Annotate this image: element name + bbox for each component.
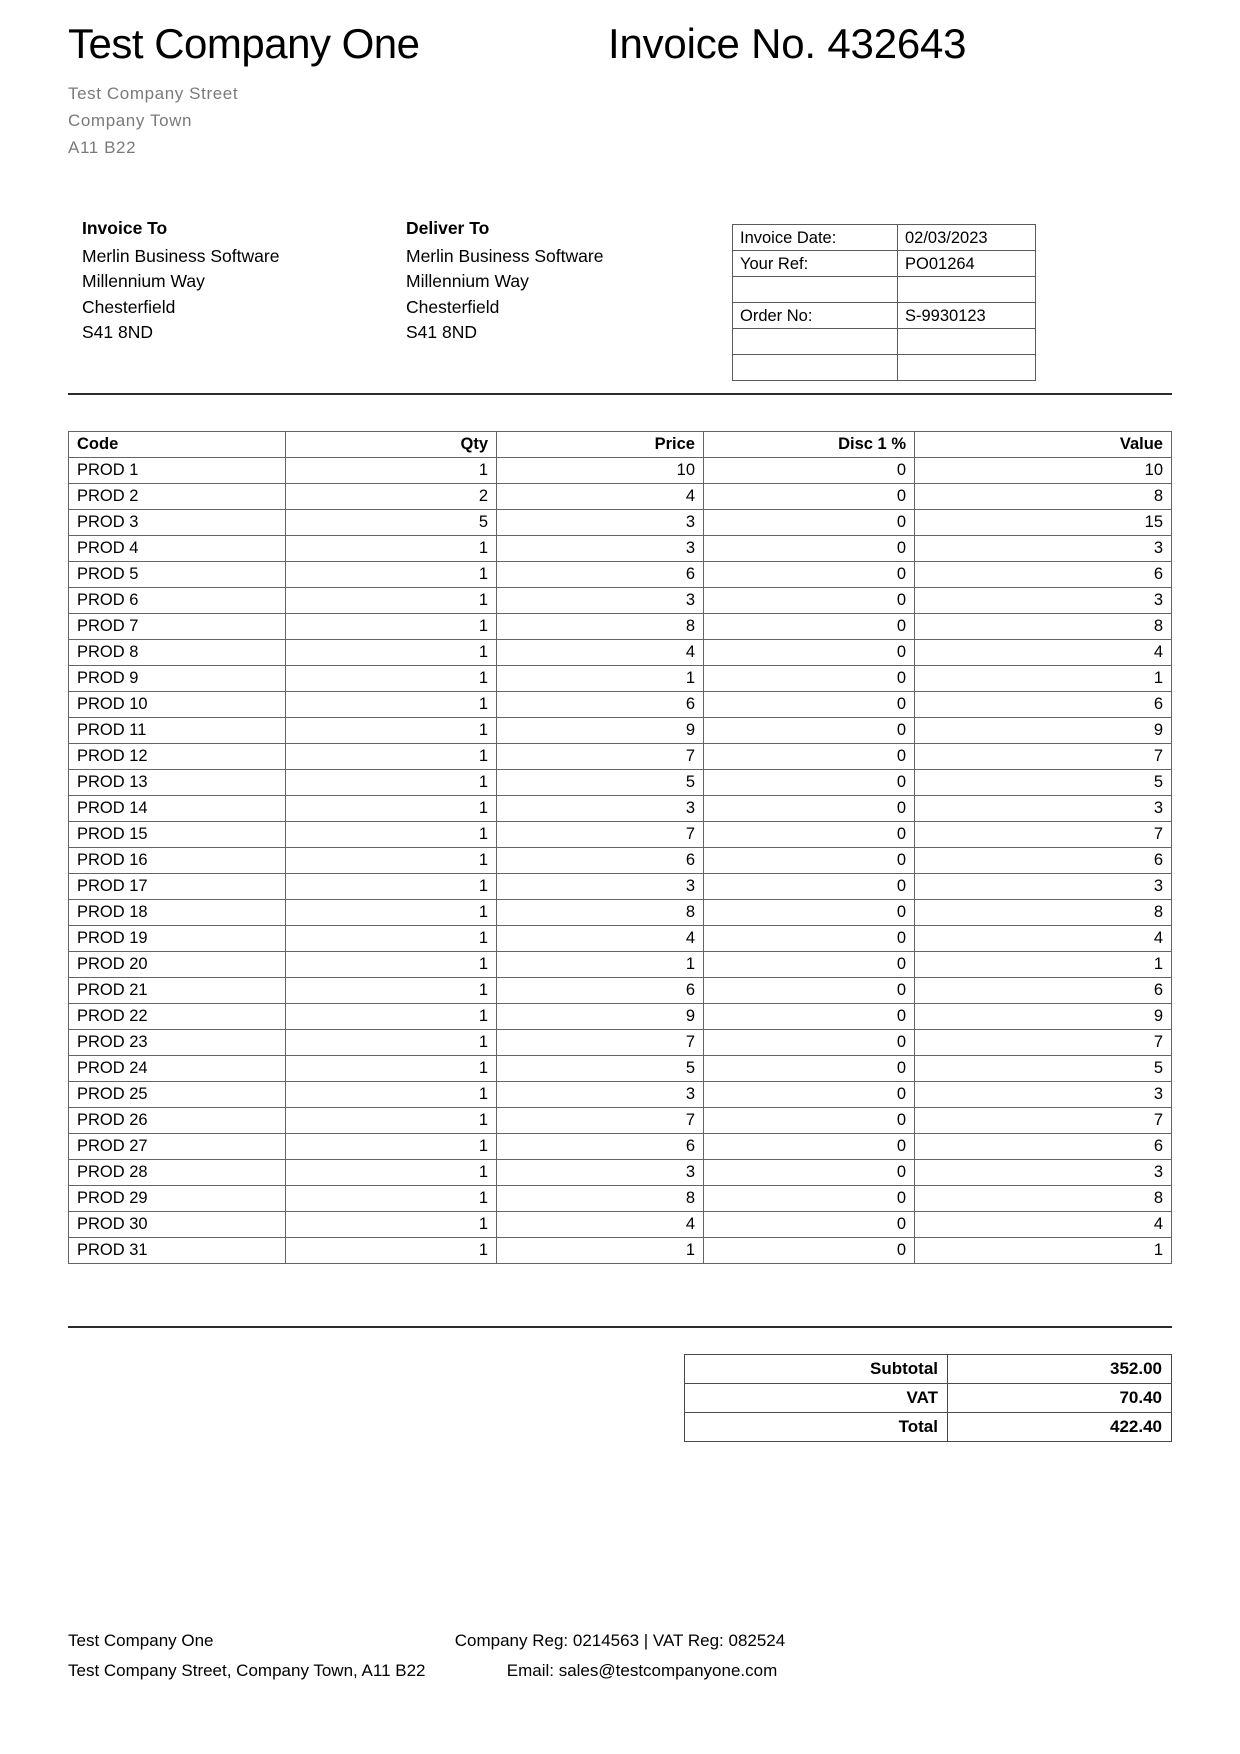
detail-row <box>733 303 1036 329</box>
cell-code: PROD 3 <box>69 510 286 536</box>
detail-value <box>898 329 1036 355</box>
cell-price: 5 <box>497 1056 704 1082</box>
column-header-price: Price <box>497 432 704 458</box>
cell-disc: 0 <box>704 1004 915 1030</box>
detail-label <box>733 329 898 355</box>
column-header-disc: Disc 1 % <box>704 432 915 458</box>
cell-value: 6 <box>915 978 1172 1004</box>
cell-price: 9 <box>497 1004 704 1030</box>
cell-code: PROD 14 <box>69 796 286 822</box>
column-header-code: Code <box>69 432 286 458</box>
cell-disc: 0 <box>704 1212 915 1238</box>
cell-qty: 1 <box>286 666 497 692</box>
deliver-to-title: Deliver To <box>406 218 490 238</box>
cell-price: 7 <box>497 744 704 770</box>
invoice-footer <box>68 1626 1172 1686</box>
cell-price: 8 <box>497 614 704 640</box>
cell-code: PROD 1 <box>69 458 286 484</box>
cell-disc: 0 <box>704 562 915 588</box>
cell-value: 6 <box>915 1134 1172 1160</box>
cell-value: 15 <box>915 510 1172 536</box>
detail-value <box>898 277 1036 303</box>
cell-price: 4 <box>497 926 704 952</box>
cell-code: PROD 6 <box>69 588 286 614</box>
detail-value <box>898 355 1036 381</box>
cell-value: 6 <box>915 562 1172 588</box>
cell-price: 1 <box>497 666 704 692</box>
cell-value: 9 <box>915 718 1172 744</box>
items-divider <box>68 1326 1172 1328</box>
company-name: Test Company One <box>68 20 420 67</box>
cell-value: 7 <box>915 822 1172 848</box>
table-row <box>69 1134 1172 1160</box>
totals-body <box>685 1355 1172 1442</box>
cell-disc: 0 <box>704 874 915 900</box>
vat-value: 70.40 <box>948 1384 1172 1413</box>
cell-price: 4 <box>497 1212 704 1238</box>
cell-price: 3 <box>497 874 704 900</box>
detail-row <box>733 355 1036 381</box>
vat-label: VAT <box>685 1384 948 1413</box>
cell-code: PROD 2 <box>69 484 286 510</box>
cell-value: 3 <box>915 796 1172 822</box>
total-label: Total <box>685 1413 948 1442</box>
table-row <box>69 588 1172 614</box>
cell-qty: 5 <box>286 510 497 536</box>
invoice-header <box>68 0 1172 172</box>
footer-row-top <box>68 1626 1172 1656</box>
cell-code: PROD 10 <box>69 692 286 718</box>
cell-disc: 0 <box>704 458 915 484</box>
cell-qty: 1 <box>286 718 497 744</box>
cell-value: 6 <box>915 692 1172 718</box>
subtotal-value: 352.00 <box>948 1355 1172 1384</box>
cell-price: 3 <box>497 1160 704 1186</box>
footer-registration: Company Reg: 0214563 | VAT Reg: 082524 <box>454 1631 786 1650</box>
cell-code: PROD 23 <box>69 1030 286 1056</box>
cell-code: PROD 20 <box>69 952 286 978</box>
invoice-details-table <box>732 224 1036 381</box>
header-divider <box>68 393 1172 395</box>
deliver-to-line-4: S41 8ND <box>406 322 478 342</box>
cell-qty: 1 <box>286 874 497 900</box>
cell-qty: 1 <box>286 1082 497 1108</box>
table-row <box>69 536 1172 562</box>
totals-row-total <box>685 1413 1172 1442</box>
cell-value: 9 <box>915 1004 1172 1030</box>
table-row <box>69 1212 1172 1238</box>
cell-qty: 1 <box>286 1238 497 1264</box>
cell-qty: 1 <box>286 926 497 952</box>
line-items-body <box>69 458 1172 1264</box>
deliver-to-line-3: Chesterfield <box>406 296 500 317</box>
cell-value: 4 <box>915 926 1172 952</box>
cell-price: 7 <box>497 822 704 848</box>
cell-value: 3 <box>915 874 1172 900</box>
cell-price: 10 <box>497 458 704 484</box>
table-row <box>69 458 1172 484</box>
detail-row <box>733 251 1036 277</box>
cell-qty: 1 <box>286 458 497 484</box>
cell-price: 9 <box>497 718 704 744</box>
cell-price: 6 <box>497 1134 704 1160</box>
cell-disc: 0 <box>704 848 915 874</box>
cell-disc: 0 <box>704 614 915 640</box>
cell-qty: 1 <box>286 1160 497 1186</box>
table-row <box>69 718 1172 744</box>
cell-code: PROD 27 <box>69 1134 286 1160</box>
cell-code: PROD 5 <box>69 562 286 588</box>
cell-disc: 0 <box>704 1238 915 1264</box>
cell-value: 3 <box>915 588 1172 614</box>
cell-code: PROD 11 <box>69 718 286 744</box>
cell-price: 3 <box>497 588 704 614</box>
cell-code: PROD 15 <box>69 822 286 848</box>
deliver-to-block <box>406 216 603 346</box>
cell-qty: 1 <box>286 1186 497 1212</box>
cell-disc: 0 <box>704 536 915 562</box>
cell-value: 4 <box>915 640 1172 666</box>
cell-value: 5 <box>915 770 1172 796</box>
detail-label: Order No: <box>733 303 898 329</box>
cell-disc: 0 <box>704 666 915 692</box>
table-row <box>69 848 1172 874</box>
detail-row <box>733 277 1036 303</box>
table-row <box>69 510 1172 536</box>
cell-qty: 1 <box>286 1004 497 1030</box>
table-row <box>69 978 1172 1004</box>
invoice-to-title: Invoice To <box>82 218 168 238</box>
cell-qty: 1 <box>286 952 497 978</box>
cell-disc: 0 <box>704 1134 915 1160</box>
cell-disc: 0 <box>704 1186 915 1212</box>
cell-qty: 1 <box>286 1134 497 1160</box>
cell-code: PROD 30 <box>69 1212 286 1238</box>
table-row <box>69 484 1172 510</box>
table-row <box>69 796 1172 822</box>
cell-qty: 2 <box>286 484 497 510</box>
footer-row-bottom <box>68 1656 1172 1686</box>
cell-qty: 1 <box>286 1212 497 1238</box>
cell-value: 8 <box>915 1186 1172 1212</box>
cell-price: 4 <box>497 484 704 510</box>
detail-label <box>733 355 898 381</box>
cell-value: 8 <box>915 614 1172 640</box>
cell-price: 4 <box>497 640 704 666</box>
cell-value: 10 <box>915 458 1172 484</box>
table-row <box>69 692 1172 718</box>
cell-code: PROD 7 <box>69 614 286 640</box>
footer-company-address: Test Company Street, Company Town, A11 B22 <box>68 1661 426 1680</box>
table-row <box>69 1238 1172 1264</box>
cell-qty: 1 <box>286 822 497 848</box>
line-items-section <box>68 431 1172 1264</box>
table-row <box>69 614 1172 640</box>
cell-qty: 1 <box>286 562 497 588</box>
invoice-to-line-4: S41 8ND <box>82 322 154 342</box>
cell-qty: 1 <box>286 614 497 640</box>
cell-qty: 1 <box>286 848 497 874</box>
cell-disc: 0 <box>704 744 915 770</box>
cell-code: PROD 4 <box>69 536 286 562</box>
detail-label: Invoice Date: <box>733 225 898 251</box>
table-row <box>69 822 1172 848</box>
cell-price: 6 <box>497 562 704 588</box>
cell-code: PROD 24 <box>69 1056 286 1082</box>
totals-row-vat <box>685 1384 1172 1413</box>
cell-value: 3 <box>915 1082 1172 1108</box>
cell-price: 6 <box>497 848 704 874</box>
cell-code: PROD 12 <box>69 744 286 770</box>
cell-code: PROD 17 <box>69 874 286 900</box>
cell-code: PROD 16 <box>69 848 286 874</box>
footer-email: Email: sales@testcompanyone.com <box>506 1661 778 1680</box>
cell-qty: 1 <box>286 692 497 718</box>
detail-row <box>733 225 1036 251</box>
invoice-details-body <box>733 225 1036 381</box>
detail-value: S-9930123 <box>898 303 1036 329</box>
table-row <box>69 952 1172 978</box>
cell-disc: 0 <box>704 640 915 666</box>
cell-disc: 0 <box>704 1160 915 1186</box>
cell-disc: 0 <box>704 692 915 718</box>
invoice-to-line-1: Merlin Business Software <box>82 245 280 266</box>
cell-price: 6 <box>497 978 704 1004</box>
cell-price: 3 <box>497 510 704 536</box>
table-row <box>69 1056 1172 1082</box>
parties-section <box>68 216 1172 381</box>
table-row <box>69 1030 1172 1056</box>
column-header-value: Value <box>915 432 1172 458</box>
cell-qty: 1 <box>286 770 497 796</box>
table-row <box>69 640 1172 666</box>
subtotal-label: Subtotal <box>685 1355 948 1384</box>
table-row <box>69 666 1172 692</box>
cell-qty: 1 <box>286 1108 497 1134</box>
cell-code: PROD 28 <box>69 1160 286 1186</box>
cell-price: 3 <box>497 536 704 562</box>
totals-section <box>68 1354 1172 1442</box>
company-address-line-3: A11 B22 <box>68 138 137 157</box>
deliver-to-line-2: Millennium Way <box>406 271 529 291</box>
table-row <box>69 562 1172 588</box>
cell-price: 8 <box>497 900 704 926</box>
table-row <box>69 1108 1172 1134</box>
totals-table <box>684 1354 1172 1442</box>
cell-price: 7 <box>497 1108 704 1134</box>
cell-value: 3 <box>915 1160 1172 1186</box>
cell-value: 3 <box>915 536 1172 562</box>
cell-disc: 0 <box>704 1030 915 1056</box>
cell-disc: 0 <box>704 718 915 744</box>
cell-price: 6 <box>497 692 704 718</box>
cell-value: 1 <box>915 952 1172 978</box>
cell-disc: 0 <box>704 1082 915 1108</box>
cell-qty: 1 <box>286 588 497 614</box>
cell-code: PROD 31 <box>69 1238 286 1264</box>
cell-qty: 1 <box>286 744 497 770</box>
table-row <box>69 874 1172 900</box>
cell-disc: 0 <box>704 926 915 952</box>
table-row <box>69 1186 1172 1212</box>
footer-company-name: Test Company One <box>68 1631 214 1650</box>
detail-value: 02/03/2023 <box>898 225 1036 251</box>
cell-qty: 1 <box>286 1030 497 1056</box>
cell-value: 7 <box>915 1030 1172 1056</box>
cell-value: 5 <box>915 1056 1172 1082</box>
cell-disc: 0 <box>704 484 915 510</box>
cell-code: PROD 19 <box>69 926 286 952</box>
cell-disc: 0 <box>704 978 915 1004</box>
total-value: 422.40 <box>948 1413 1172 1442</box>
invoice-number: Invoice No. 432643 <box>608 20 967 67</box>
table-row <box>69 770 1172 796</box>
cell-code: PROD 13 <box>69 770 286 796</box>
invoice-to-block <box>82 216 279 346</box>
cell-value: 8 <box>915 900 1172 926</box>
table-row <box>69 926 1172 952</box>
company-address-line-2: Company Town <box>68 111 193 130</box>
cell-price: 1 <box>497 1238 704 1264</box>
cell-disc: 0 <box>704 510 915 536</box>
cell-price: 1 <box>497 952 704 978</box>
cell-qty: 1 <box>286 900 497 926</box>
cell-disc: 0 <box>704 952 915 978</box>
cell-disc: 0 <box>704 588 915 614</box>
detail-label: Your Ref: <box>733 251 898 277</box>
deliver-to-line-1: Merlin Business Software <box>406 245 604 266</box>
cell-disc: 0 <box>704 796 915 822</box>
cell-value: 4 <box>915 1212 1172 1238</box>
line-items-header-row <box>69 432 1172 458</box>
cell-value: 1 <box>915 1238 1172 1264</box>
invoice-to-line-2: Millennium Way <box>82 271 205 291</box>
cell-qty: 1 <box>286 640 497 666</box>
cell-value: 1 <box>915 666 1172 692</box>
cell-code: PROD 25 <box>69 1082 286 1108</box>
cell-value: 8 <box>915 484 1172 510</box>
cell-price: 5 <box>497 770 704 796</box>
table-row <box>69 1160 1172 1186</box>
invoice-to-line-3: Chesterfield <box>82 296 176 317</box>
detail-value: PO01264 <box>898 251 1036 277</box>
cell-disc: 0 <box>704 900 915 926</box>
line-items-head <box>69 432 1172 458</box>
cell-code: PROD 21 <box>69 978 286 1004</box>
cell-disc: 0 <box>704 1056 915 1082</box>
company-address <box>68 80 238 161</box>
detail-row <box>733 329 1036 355</box>
detail-label <box>733 277 898 303</box>
company-address-line-1: Test Company Street <box>68 84 239 103</box>
cell-disc: 0 <box>704 1108 915 1134</box>
totals-row-subtotal <box>685 1355 1172 1384</box>
table-row <box>69 900 1172 926</box>
cell-code: PROD 22 <box>69 1004 286 1030</box>
cell-value: 7 <box>915 744 1172 770</box>
column-header-qty: Qty <box>286 432 497 458</box>
cell-value: 6 <box>915 848 1172 874</box>
cell-price: 3 <box>497 1082 704 1108</box>
table-row <box>69 744 1172 770</box>
cell-code: PROD 18 <box>69 900 286 926</box>
table-row <box>69 1082 1172 1108</box>
cell-disc: 0 <box>704 822 915 848</box>
cell-qty: 1 <box>286 536 497 562</box>
table-row <box>69 1004 1172 1030</box>
cell-value: 7 <box>915 1108 1172 1134</box>
cell-qty: 1 <box>286 1056 497 1082</box>
cell-price: 7 <box>497 1030 704 1056</box>
cell-qty: 1 <box>286 796 497 822</box>
line-items-table <box>68 431 1172 1264</box>
cell-price: 3 <box>497 796 704 822</box>
cell-price: 8 <box>497 1186 704 1212</box>
cell-code: PROD 29 <box>69 1186 286 1212</box>
cell-code: PROD 9 <box>69 666 286 692</box>
cell-disc: 0 <box>704 770 915 796</box>
cell-qty: 1 <box>286 978 497 1004</box>
cell-code: PROD 26 <box>69 1108 286 1134</box>
cell-code: PROD 8 <box>69 640 286 666</box>
